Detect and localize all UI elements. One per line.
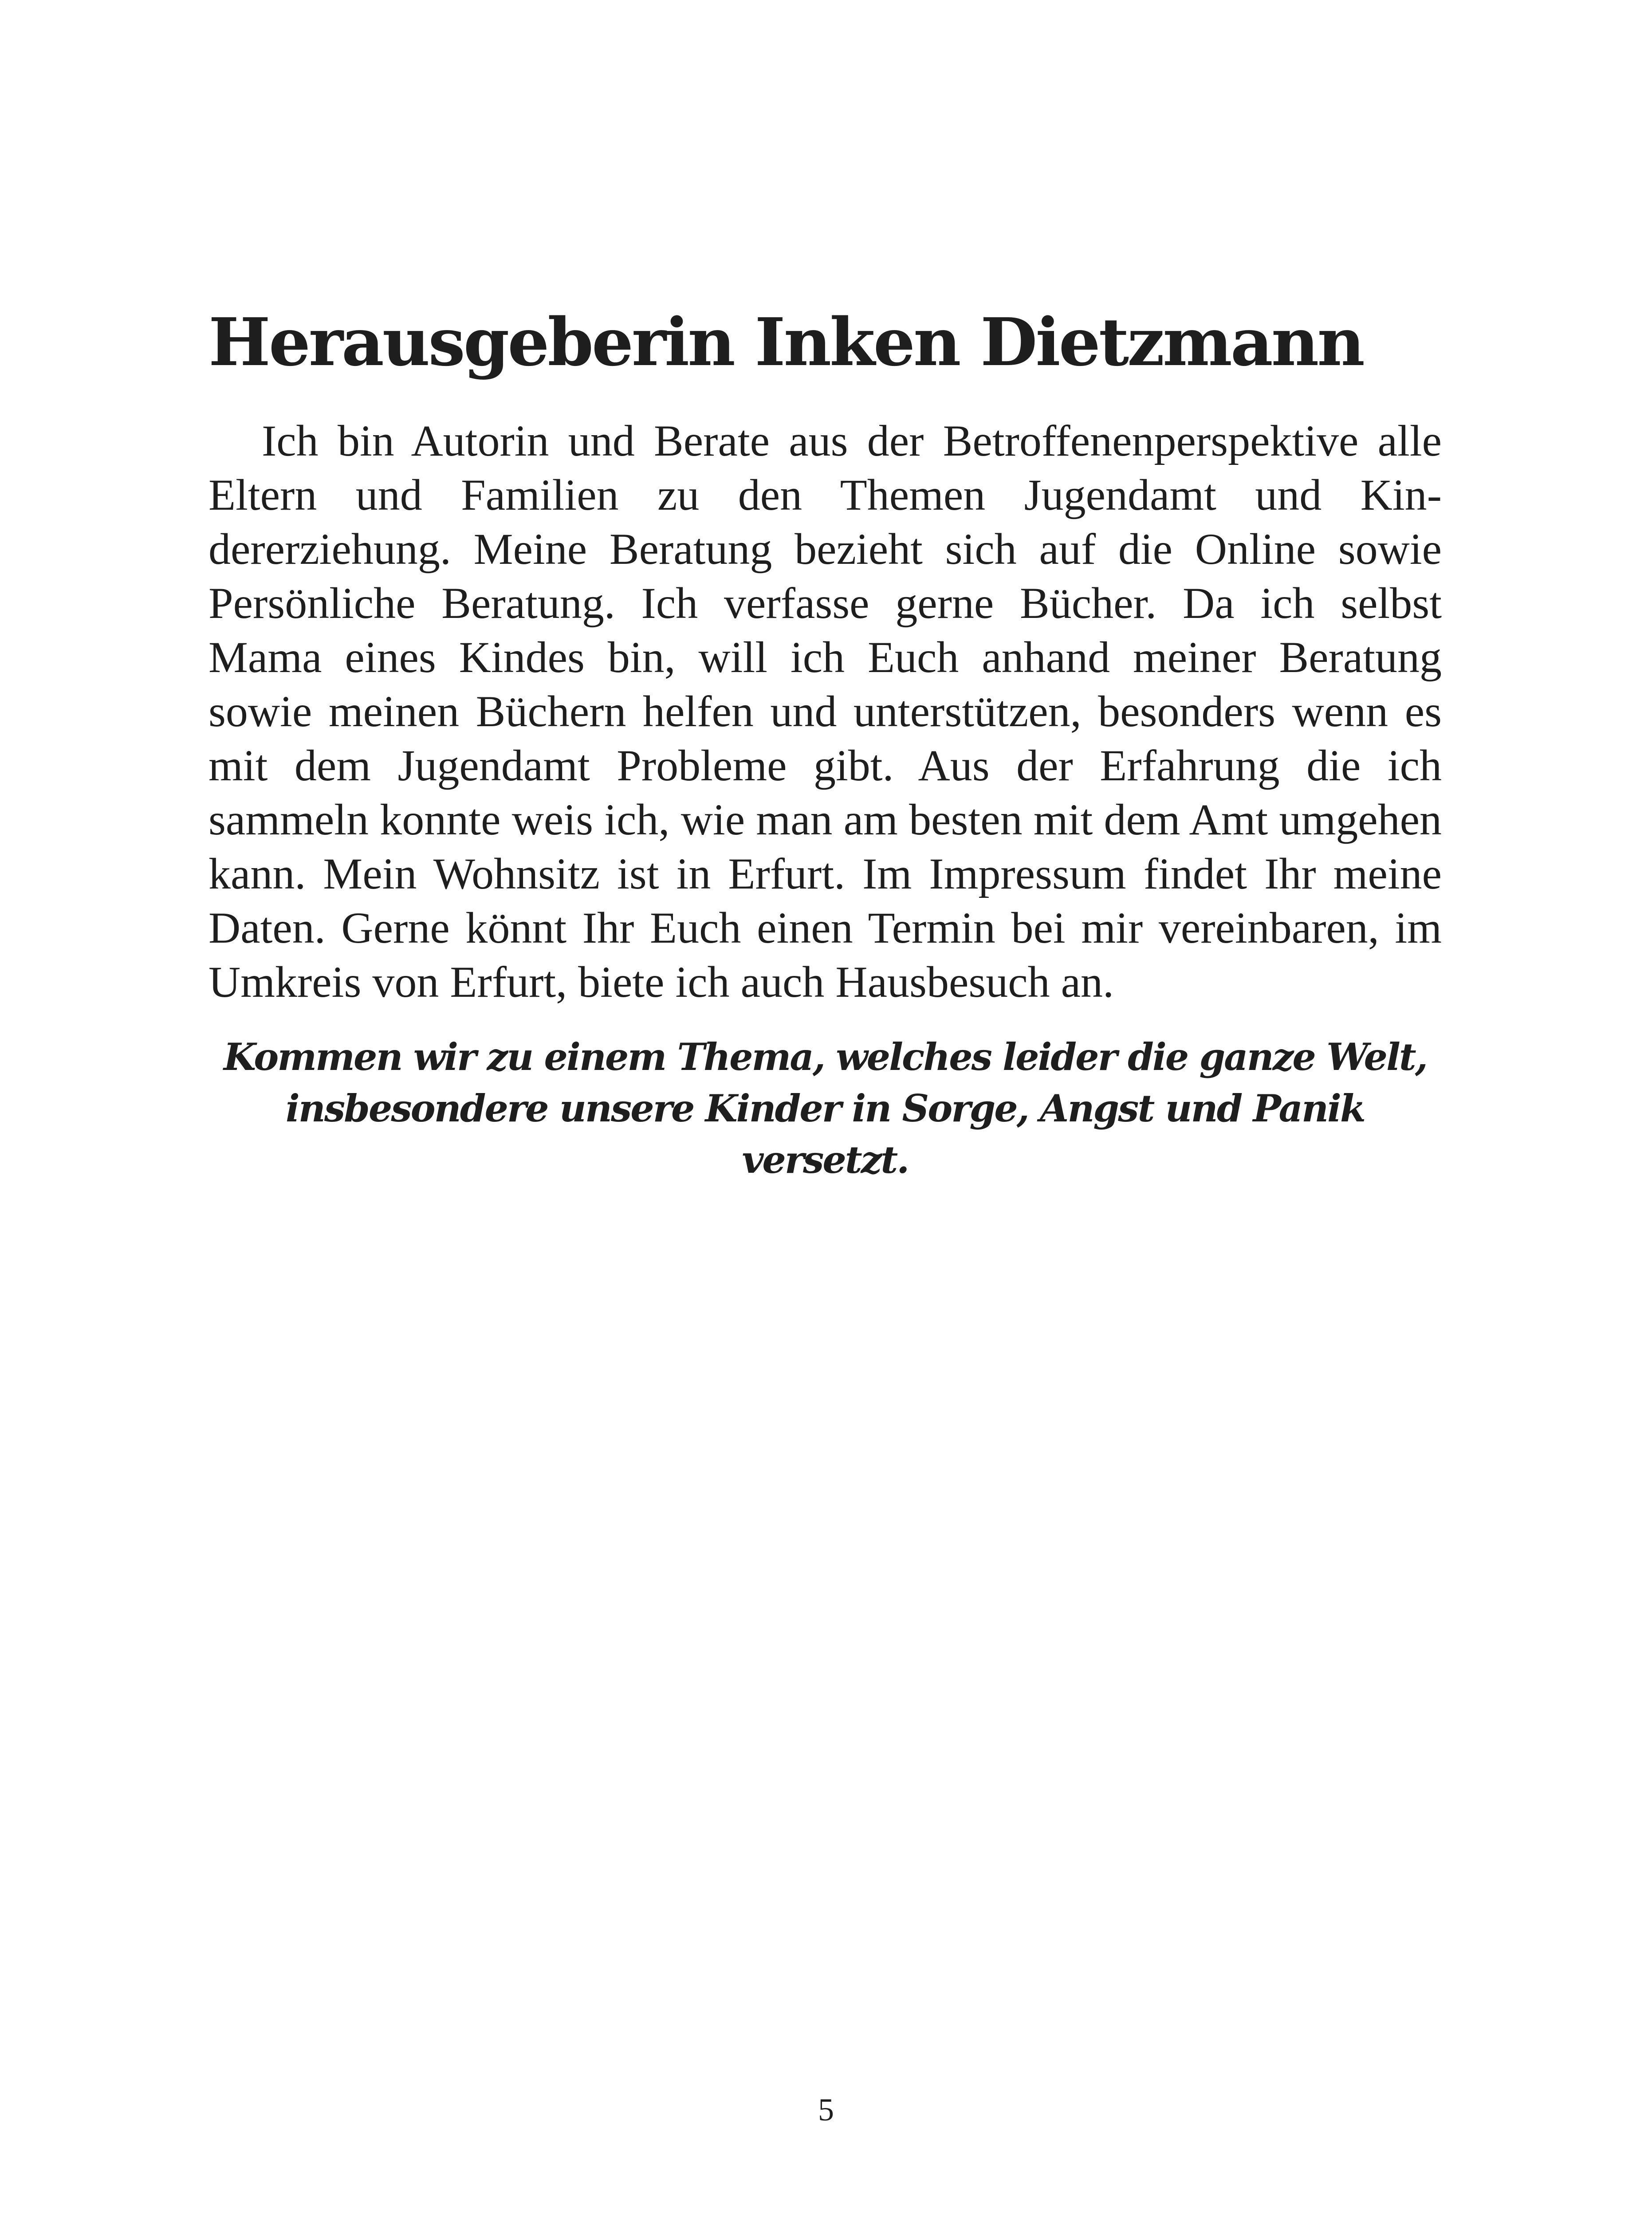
page-number: 5 (818, 2092, 834, 2128)
page-content (208, 303, 1442, 1186)
body-paragraph: Ich bin Autorin und Berate aus der Betroffenenperspektive alle Eltern und Familien zu den Themen Jugendamt und Kindererziehung. Meine Beratung bezieht sich auf die Online sowie Persönliche Beratung. Ich verfasse gerne Bücher. Da ich selbst Mama eines Kindes bin, will ich Euch anhand meiner Beratung sowie meinen Büchern helfen und unterstützen, besonders wenn es mit dem Jugendamt Probleme gibt. Aus der Erfahrung die ich sammeln konnte weis ich, wie man am besten mit dem Amt umgehen kann. Mein Wohnsitz ist in Erfurt. Im Impressum findet Ihr meine Daten. Gerne könnt Ihr Euch einen Termin bei mir vereinbaren, im Umkreis von Erfurt, biete ich auch Hausbesuch an. (208, 416, 1442, 1007)
highlight-paragraph: Kommen wir zu einem Thema, welches leider die ganze Welt, insbesondere unsere Kinder in Sorge, Angst und Panik versetzt. (224, 1034, 1427, 1182)
page-title: Herausgeberin Inken Dietzmann (208, 303, 1363, 381)
